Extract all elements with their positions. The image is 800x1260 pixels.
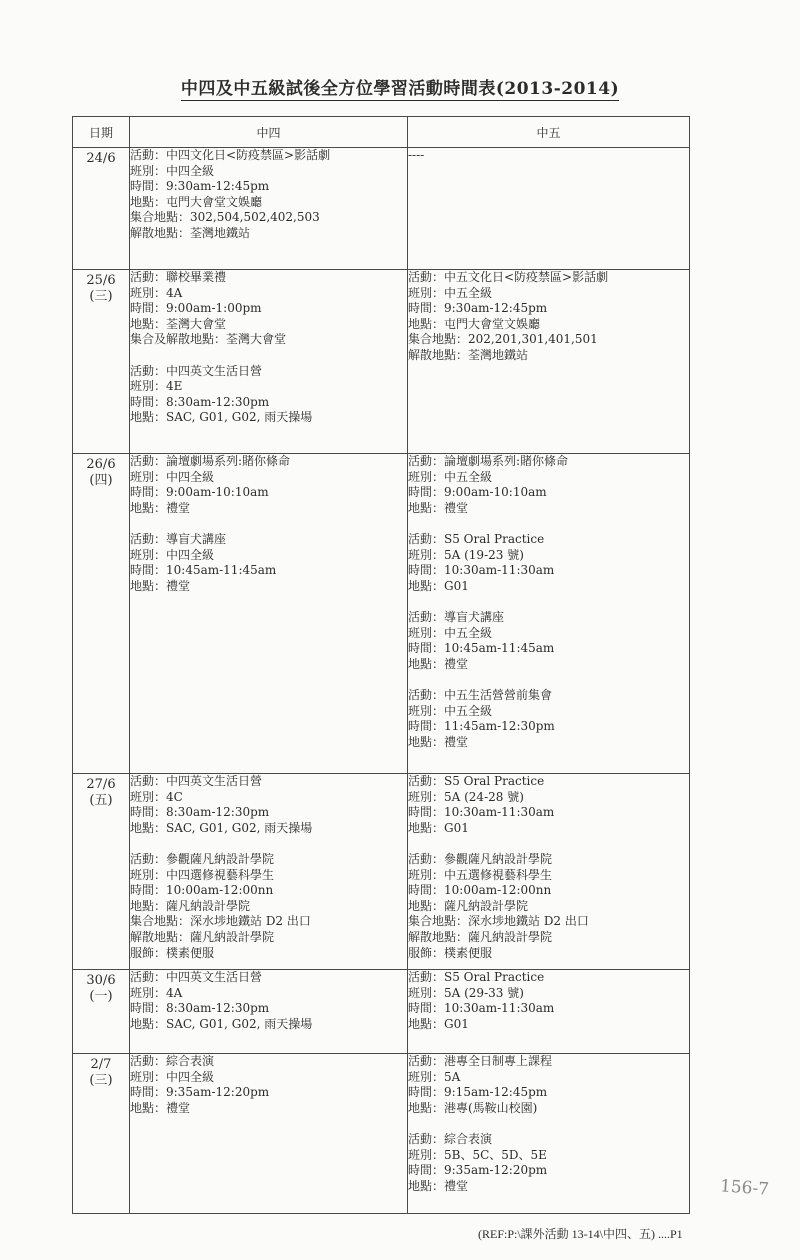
activity-line: 班別：5A (29-33 號): [408, 985, 524, 1000]
activity-line: 地點：SAC, G01, G02, 雨天操場: [130, 1016, 313, 1031]
weekday-text: (四): [89, 473, 113, 488]
activity-line: 集合地點：深水埗地鐵站 D2 出口: [130, 914, 311, 929]
activity-line: 時間：10:45am-11:45am: [408, 641, 555, 656]
date-cell: [73, 270, 130, 454]
schedule-row: [73, 970, 690, 1054]
activity-line: 地點：SAC, G01, G02, 雨天操場: [130, 410, 313, 425]
activity-line: 時間：9:35am-12:20pm: [408, 1163, 548, 1178]
activity-line: 班別：4A: [130, 985, 183, 1000]
activity-line: 地點：禮堂: [408, 734, 469, 749]
weekday-text: (三): [89, 289, 113, 304]
activity-line: 班別：中四選修視藝科學生: [130, 867, 275, 882]
header-row: [73, 117, 690, 148]
s5-cell: [408, 270, 690, 454]
empty-dash: ----: [408, 148, 425, 162]
schedule-table: [72, 116, 690, 1214]
weekday-text: (五): [89, 793, 113, 808]
activity-line: 班別：4E: [130, 379, 183, 394]
activity-line: 時間：10:30am-11:30am: [408, 805, 555, 820]
activity-line: 活動：中四文化日<防疫禁區>影話劇: [130, 148, 331, 162]
s4-cell: [130, 970, 408, 1054]
activity-line: 時間：9:35am-12:20pm: [130, 1085, 270, 1100]
activity-line: 活動：S5 Oral Practice: [408, 774, 545, 788]
activity-block: [130, 454, 407, 516]
date-cell: [73, 970, 130, 1054]
activity-line: 地點：G01: [408, 578, 469, 593]
schedule-row: [73, 774, 690, 970]
activity-line: 地點：港專(馬鞍山校園): [408, 1100, 538, 1115]
activity-line: 班別：中五全級: [408, 285, 493, 300]
activity-line: 活動：中五文化日<防疫禁區>影話劇: [408, 270, 609, 284]
activity-line: 時間：10:30am-11:30am: [408, 563, 555, 578]
activity-line: 時間：9:30am-12:45pm: [408, 301, 548, 316]
activity-line: 活動：中五生活營營前集會: [408, 687, 553, 702]
activity-line: 時間：9:00am-1:00pm: [130, 301, 262, 316]
activity-line: 地點：禮堂: [408, 656, 469, 671]
activity-line: 時間：11:45am-12:30pm: [408, 719, 555, 734]
schedule-row: [73, 270, 690, 454]
activity-block: [130, 970, 407, 1032]
activity-line: 時間：8:30am-12:30pm: [130, 805, 270, 820]
date-cell: [73, 454, 130, 774]
activity-line: 班別：中五全級: [408, 469, 493, 484]
activity-line: 時間：9:00am-10:10am: [408, 485, 547, 500]
activity-line: 活動：中四英文生活日營: [130, 363, 263, 378]
activity-line: 班別：5A (24-28 號): [408, 789, 524, 804]
activity-block: [130, 532, 407, 594]
activity-line: 解散地點：薩凡納設計學院: [130, 929, 275, 944]
activity-line: 班別：中四全級: [130, 469, 215, 484]
activity-line: 服飾：樸素便服: [408, 945, 493, 960]
activity-line: 時間：8:30am-12:30pm: [130, 394, 270, 409]
activity-line: 集合地點：202,201,301,401,501: [408, 332, 598, 347]
activity-line: 活動：中四英文生活日營: [130, 774, 263, 788]
activity-line: 地點：屯門大會堂文娛廳: [130, 194, 263, 209]
activity-block: [408, 454, 689, 516]
activity-line: 活動：港專全日制專上課程: [408, 1054, 553, 1068]
header-date: 日期: [73, 117, 130, 148]
activity-line: 地點：屯門大會堂文娛廳: [408, 316, 541, 331]
activity-block: [408, 1054, 689, 1116]
activity-line: 時間：9:30am-12:45pm: [130, 179, 270, 194]
activity-line: 時間：9:15am-12:45pm: [408, 1085, 548, 1100]
activity-line: 活動：論壇劇場系列:賭你條命: [130, 454, 291, 468]
s4-cell: [130, 1054, 408, 1214]
activity-line: 活動：S5 Oral Practice: [408, 531, 545, 546]
activity-block: [130, 1054, 407, 1116]
activity-block: [130, 852, 407, 961]
activity-line: 地點：禮堂: [408, 500, 469, 515]
date-text: 27/6: [86, 777, 116, 792]
activity-line: 時間：10:30am-11:30am: [408, 1001, 555, 1016]
activity-line: 地點：禮堂: [130, 500, 191, 515]
activity-block: [408, 774, 689, 836]
schedule-row: [73, 1054, 690, 1214]
activity-block: [130, 148, 407, 242]
activity-line: 解散地點：荃灣地鐵站: [408, 347, 529, 362]
date-text: 25/6: [86, 273, 116, 288]
date-text: 24/6: [86, 151, 116, 166]
activity-line: 時間：8:30am-12:30pm: [130, 1001, 270, 1016]
activity-line: 解散地點：荃灣地鐵站: [130, 225, 251, 240]
activity-line: 班別：4C: [130, 789, 183, 804]
activity-block: [408, 532, 689, 594]
activity-line: 活動：聯校畢業禮: [130, 270, 227, 284]
activity-line: 活動：中四英文生活日營: [130, 970, 263, 984]
date-text: 26/6: [86, 457, 116, 472]
activity-line: 時間：10:00am-12:00nn: [130, 883, 274, 898]
page-title: 中四及中五級試後全方位學習活動時間表(2013-2014): [180, 79, 620, 99]
activity-line: 地點：禮堂: [130, 578, 191, 593]
activity-line: 集合及解散地點：荃灣大會堂: [130, 332, 287, 347]
s4-cell: [130, 270, 408, 454]
activity-line: 活動：參觀薩凡納設計學院: [408, 851, 553, 866]
activity-line: 活動：參觀薩凡納設計學院: [130, 851, 275, 866]
activity-line: 服飾：樸素便服: [130, 945, 215, 960]
handwritten-note: 156-7: [719, 1176, 770, 1200]
activity-line: 班別：5B、5C、5D、5E: [408, 1147, 547, 1162]
footer-reference: (REF:P:\課外活動 13-14\中四、五) ....P1: [478, 1227, 683, 1241]
activity-line: 時間：10:45am-11:45am: [130, 563, 277, 578]
activity-line: 活動：綜合表演: [130, 1054, 215, 1068]
s4-cell: [130, 454, 408, 774]
activity-line: 活動：論壇劇場系列:賭你條命: [408, 454, 569, 468]
date-text: 30/6: [86, 973, 116, 988]
header-s5: 中五: [408, 117, 690, 148]
activity-line: 時間：9:00am-10:10am: [130, 485, 269, 500]
activity-line: 地點：薩凡納設計學院: [130, 898, 251, 913]
activity-line: 地點：荃灣大會堂: [130, 316, 227, 331]
activity-line: 時間：10:00am-12:00nn: [408, 883, 552, 898]
activity-line: 活動：導盲犬講座: [130, 531, 227, 546]
schedule-row: [73, 454, 690, 774]
activity-block: [130, 270, 407, 348]
activity-line: 班別：中四全級: [130, 1069, 215, 1084]
activity-line: 班別：中五全級: [408, 625, 493, 640]
activity-line: 班別：中四全級: [130, 163, 215, 178]
weekday-text: (三): [89, 1073, 113, 1088]
activity-block: [408, 688, 689, 750]
date-cell: [73, 1054, 130, 1214]
activity-line: 集合地點：深水埗地鐵站 D2 出口: [408, 914, 589, 929]
weekday-text: (一): [89, 989, 113, 1004]
activity-line: 地點：G01: [408, 1016, 469, 1031]
s5-cell: [408, 970, 690, 1054]
date-cell: [73, 148, 130, 270]
s5-cell: [408, 774, 690, 970]
activity-line: 班別：5A (19-23 號): [408, 547, 524, 562]
activity-line: 地點：禮堂: [130, 1100, 191, 1115]
activity-line: 班別：中五全級: [408, 703, 493, 718]
activity-line: 班別：中五選修視藝科學生: [408, 867, 553, 882]
activity-block: [130, 774, 407, 836]
date-text: 2/7: [90, 1057, 112, 1072]
activity-line: 活動：S5 Oral Practice: [408, 970, 545, 984]
s4-cell: [130, 774, 408, 970]
activity-block: [408, 610, 689, 672]
s5-cell: [408, 148, 690, 270]
activity-line: 集合地點：302,504,502,402,503: [130, 210, 320, 225]
schedule-row: [73, 148, 690, 270]
activity-line: 地點：SAC, G01, G02, 雨天操場: [130, 820, 313, 835]
activity-line: 地點：禮堂: [408, 1178, 469, 1193]
activity-line: 解散地點：薩凡納設計學院: [408, 929, 553, 944]
activity-block: [130, 364, 407, 426]
activity-block: [408, 1132, 689, 1194]
activity-line: 班別：5A: [408, 1069, 461, 1084]
date-cell: [73, 774, 130, 970]
activity-block: [408, 270, 689, 364]
s5-cell: [408, 1054, 690, 1214]
activity-line: 活動：綜合表演: [408, 1131, 493, 1146]
activity-line: 班別：中四全級: [130, 547, 215, 562]
header-s4: 中四: [130, 117, 408, 148]
s5-cell: [408, 454, 690, 774]
s4-cell: [130, 148, 408, 270]
activity-line: 活動：導盲犬講座: [408, 609, 505, 624]
activity-line: 班別：4A: [130, 285, 183, 300]
activity-block: [408, 852, 689, 961]
activity-line: 地點：G01: [408, 820, 469, 835]
activity-block: [408, 970, 689, 1032]
activity-line: 地點：薩凡納設計學院: [408, 898, 529, 913]
